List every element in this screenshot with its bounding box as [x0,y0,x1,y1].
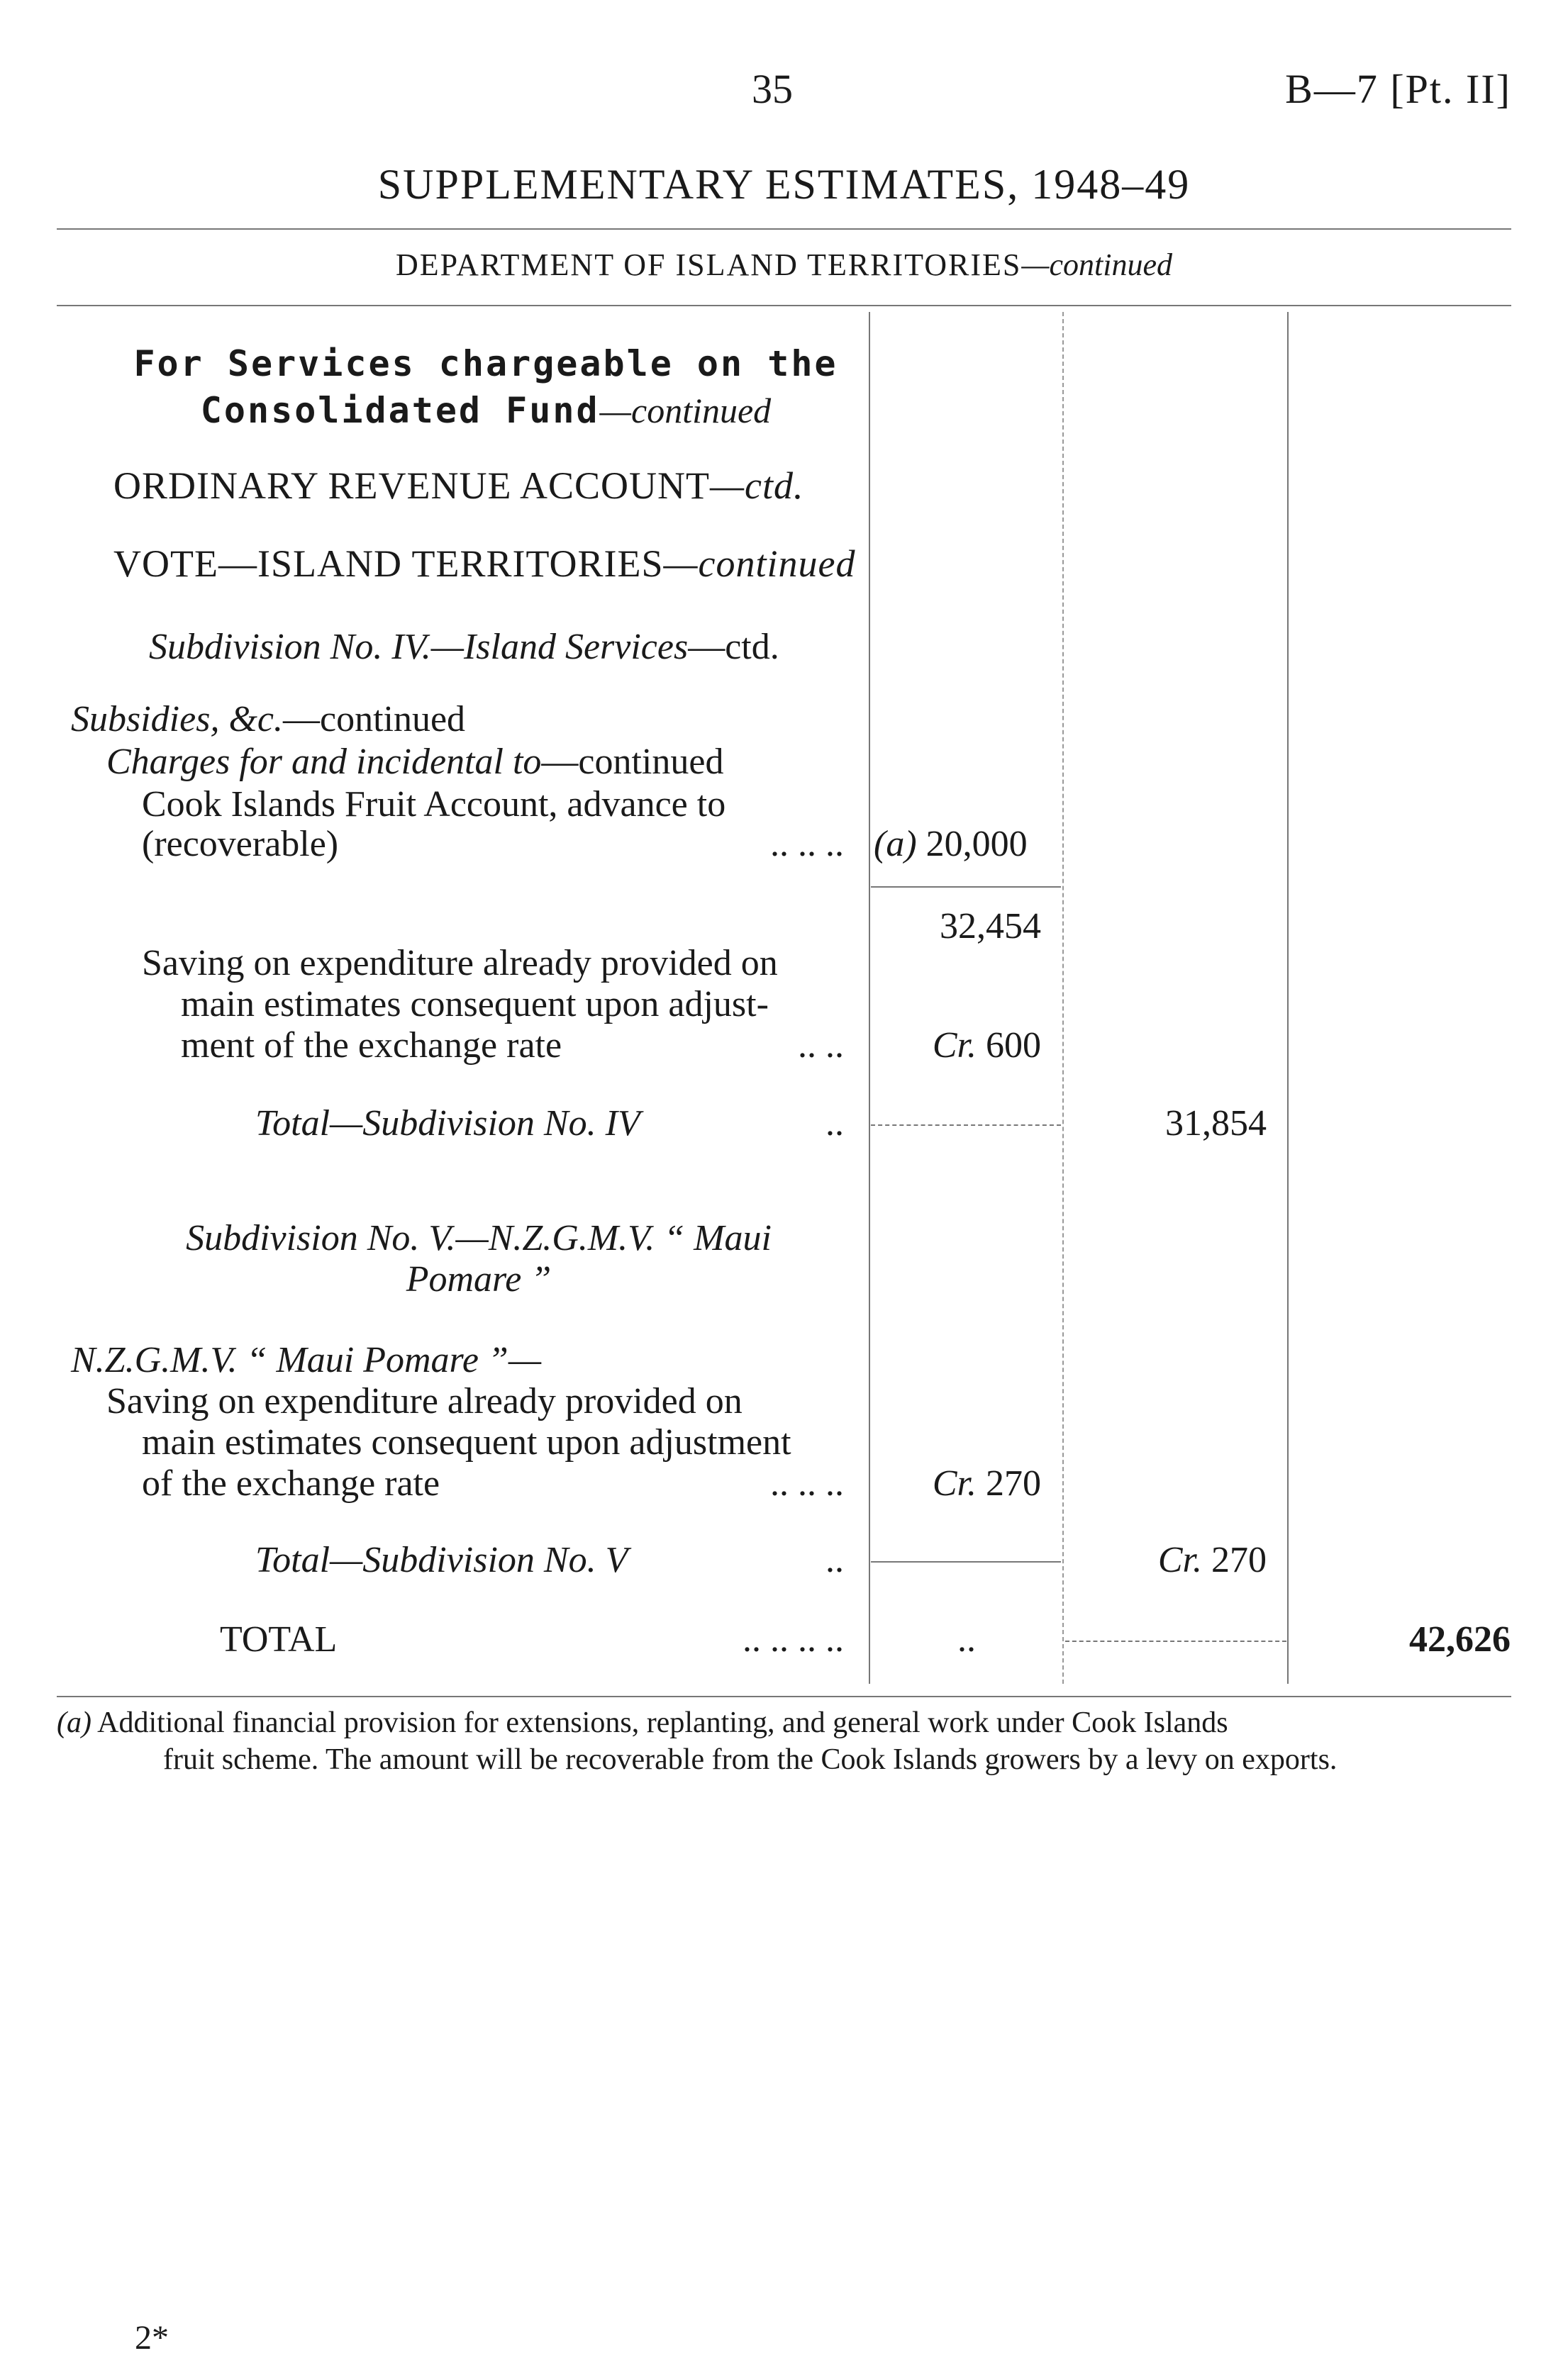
charges-continued: —continued [541,742,724,782]
grand-total-column1-dots: .. [957,1619,976,1660]
advance-amount: 20,000 [925,824,1028,864]
subsidies-line [71,699,465,740]
sub5-heading-line2: Pomare ” [406,1259,552,1300]
vote-heading [113,542,855,586]
sub5-saving-leader-dots: .. .. .. [770,1463,844,1504]
sub4-subtotal: 32,454 [940,906,1041,946]
consolidated-fund-suffix: —continued [599,391,772,430]
department-rule [57,305,1511,306]
services-heading-line2 [113,387,858,434]
sub4-saving-leader-dots: .. .. [798,1025,844,1066]
document-reference: B—7 [Pt. II] [1285,66,1511,112]
services-heading-line1: For Services chargeable on the [133,343,838,384]
sub5-saving-amount-cell [879,1463,1041,1504]
consolidated-fund: Consolidated Fund [200,390,600,431]
sub4-credit-mark: Cr. [932,1025,977,1066]
sub4-total-label: Total—Subdivision No. IV [255,1103,640,1144]
grand-total-amount: 42,626 [1409,1619,1511,1660]
recoverable-leader-dots: .. .. .. [770,824,844,864]
grand-total-rule [1065,1641,1286,1642]
grand-total-leader-dots: .. .. .. .. [743,1619,844,1660]
account-suffix: —ctd. [710,464,804,507]
sub5-saving-line2: main estimates consequent upon adjustment [142,1422,791,1463]
account-name: ORDINARY REVENUE ACCOUNT [113,464,711,507]
column-rule-2 [1062,312,1064,1684]
account-heading [113,464,804,508]
page-title: SUPPLEMENTARY ESTIMATES, 1948–49 [377,161,1191,208]
fruit-account-line: Cook Islands Fruit Account, advance to [142,784,726,825]
footnote [57,1704,1511,1778]
sub5-total-leader-dots: .. [825,1540,844,1580]
sub5-total-credit-mark: Cr. [1157,1540,1202,1580]
sub5-saving-amount: 270 [986,1463,1041,1504]
subsidies-continued: —continued [282,699,466,739]
sub5-total-amount: 270 [1211,1540,1267,1580]
column-rule-1 [869,312,870,1684]
sub4-total-rule [871,1124,1061,1126]
sub5-saving-line1: Saving on expenditure already provided on [106,1381,743,1421]
recoverable-label: (recoverable) [142,824,339,864]
sub4-saving-amount: 600 [986,1025,1041,1066]
sub5-credit-mark: Cr. [932,1463,977,1504]
advance-underline [871,886,1061,888]
sub5-total-label: Total—Subdivision No. V [255,1540,628,1580]
footnote-line2: fruit scheme. The amount will be recoverable from the Cook Islands growers by a levy on exports. [163,1743,1338,1776]
sub5-heading-line1: Subdivision No. V.—N.Z.G.M.V. “ Maui [186,1218,772,1258]
department-suffix: —continued [1021,247,1173,282]
page-signature: 2* [135,2319,169,2357]
department-heading [0,247,1568,283]
sub5-total-rule [871,1561,1061,1563]
grand-total-label: TOTAL [220,1619,338,1660]
footnote-line1 [57,1704,1511,1741]
sub5-item-heading: N.Z.G.M.V. “ Maui Pomare ”— [71,1340,542,1380]
footnote-rule [57,1696,1511,1697]
sub4-total-amount: 31,854 [1165,1103,1267,1144]
sub4-saving-line3: ment of the exchange rate [181,1025,562,1066]
charges-line [106,742,723,783]
footnote-text-line1: Additional financial provision for extensions, replanting, and general work under Cook Islands [97,1706,1228,1739]
charges-label: Charges for and incidental to [106,742,542,782]
footnote-marker: (a) [57,1706,91,1739]
subsidies-label: Subsidies, &c. [71,699,283,739]
sub5-saving-line3: of the exchange rate [142,1463,440,1504]
column-rule-3 [1287,312,1289,1684]
services-heading [113,340,858,434]
advance-amount-cell [874,824,1028,865]
vote-name: VOTE—ISLAND TERRITORIES [113,542,664,585]
sub4-heading-suffix: —ctd. [688,627,779,667]
department-name: DEPARTMENT OF ISLAND TERRITORIES [395,247,1022,282]
sub4-saving-line2: main estimates consequent upon adjust- [181,984,769,1024]
sub5-total-amount-cell [1078,1540,1267,1581]
page-number: 35 [752,66,793,112]
sub4-saving-line1: Saving on expenditure already provided on [142,943,778,983]
sub4-saving-amount-cell [879,1025,1041,1066]
sub4-total-leader-dots: .. [825,1103,844,1144]
sub4-heading-text: Subdivision No. IV.—Island Services [149,627,689,667]
sub4-heading [149,627,779,668]
sub5-heading [106,1218,851,1300]
vote-suffix: —continued [663,542,856,585]
footnote-marker-a: (a) [874,824,917,864]
title-rule [57,228,1511,230]
